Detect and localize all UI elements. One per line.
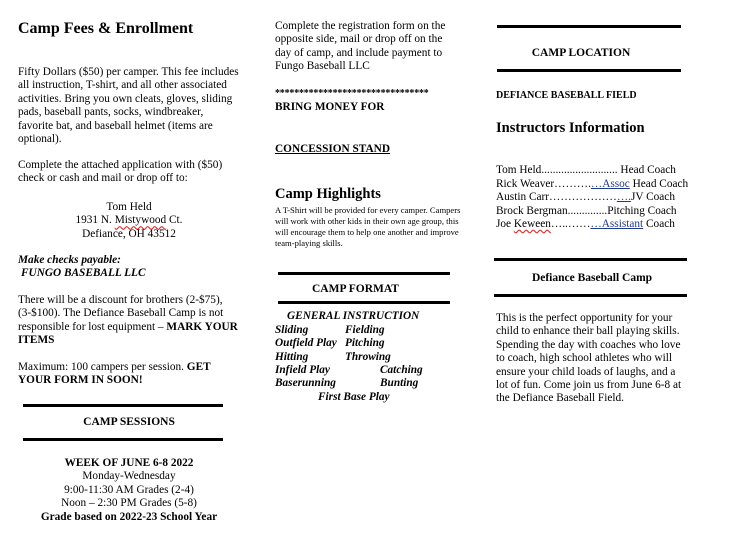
sessions-slot2: Noon – 2:30 PM Grades (5-8): [61, 497, 197, 510]
fee-paragraph: Fifty Dollars ($50) per camper. This fee includes all instruction, T-shirt, and all other associated activities. Bring you own cleats, gloves, sliding pads, baseball pants, socks, windbreaker, favorite bat, and baseball helmet (items are optional).: [18, 66, 239, 146]
field-name: DEFIANCE BASEBALL FIELD: [496, 90, 637, 101]
sessions-rule-bottom: [23, 438, 223, 441]
skill-row: Baserunning: [275, 377, 336, 389]
instructor-row: Brock Bergman..............Pitching Coach: [496, 205, 677, 217]
skill-row: Throwing: [345, 351, 391, 363]
sessions-heading: CAMP SESSIONS: [83, 416, 175, 428]
checks-label: Make checks payable:: [18, 254, 121, 266]
skill-row: Sliding: [275, 324, 309, 336]
skill-row: Fielding: [345, 324, 385, 336]
address-name: Tom Held: [106, 201, 152, 213]
fees-title: Camp Fees & Enrollment: [18, 20, 194, 37]
camp-rule-bottom: [494, 294, 687, 297]
instructor-row: Joe Keween…..………Assistant Coach: [496, 218, 675, 230]
sessions-rule-top: [23, 404, 223, 407]
skill-row: Pitching: [345, 337, 385, 349]
skill-row: Bunting: [380, 377, 419, 389]
first-base-play: First Base Play: [318, 391, 390, 403]
location-heading: CAMP LOCATION: [531, 47, 631, 59]
general-instruction: GENERAL INSTRUCTION: [287, 310, 420, 322]
skill-row: Outfield Play: [275, 337, 337, 349]
application-paragraph: Complete the attached application with ($50) check or cash and mail or drop off to:: [18, 159, 223, 185]
location-rule-top: [497, 25, 681, 28]
stars-divider: ********************************: [275, 88, 429, 99]
sessions-details: [18, 457, 240, 524]
checks-payee: FUNGO BASEBALL LLC: [21, 267, 146, 279]
camp-heading: Defiance Baseball Camp: [531, 272, 653, 284]
format-rule-top: [278, 272, 450, 275]
address-street: 1931 N. Mistywood Ct.: [75, 214, 183, 227]
skill-row: Catching: [380, 364, 423, 376]
instructors-title: Instructors Information: [496, 120, 645, 136]
maximum-paragraph: Maximum: 100 campers per session. GET YOUR FORM IN SOON!: [18, 361, 211, 387]
bring-money: BRING MONEY FOR: [275, 101, 385, 113]
instructor-row: Tom Held........................... Head Coach: [496, 164, 676, 176]
highlights-title: Camp Highlights: [275, 186, 381, 202]
registration-text: Complete the registration form on the opposite side, mail or drop off on the day of camp, and include payment to Fungo Baseball LLC: [275, 20, 446, 73]
skill-row: Infield Play: [275, 364, 330, 376]
sessions-slot1: 9:00-11:30 AM Grades (2-4): [64, 483, 194, 496]
location-rule-bottom: [497, 69, 681, 72]
mailing-address: [18, 201, 240, 241]
sessions-note: Grade based on 2022-23 School Year: [40, 510, 218, 523]
format-heading: CAMP FORMAT: [312, 283, 399, 295]
camp-description: This is the perfect opportunity for your child to enhance their ball playing skills. Spending the day with coaches who love to coach, high school athletes who will ensure your child loads of laughs, and a lot of fun. Come join us from June 6-8 at the Defiance Baseball Field.: [496, 312, 682, 405]
sessions-days: Monday-Wednesday: [82, 470, 176, 483]
discount-paragraph: There will be a discount for brothers (2-$75), (3-$100). The Defiance Baseball Camp is not responsible for lost equipment – MARK YOUR ITEMS: [18, 294, 238, 347]
instructor-row: Austin Carr………………….JV Coach: [496, 191, 675, 203]
instructor-row: Rick Weaver……….…Assoc Head Coach: [496, 178, 689, 190]
skill-row: Hitting: [275, 351, 309, 363]
format-rule-bottom: [278, 301, 450, 304]
highlights-text: A T-Shirt will be provided for every camper. Campers will work with other kids in their own age group, this will encourage them to help one another and improve team-playing skills.: [275, 205, 461, 248]
address-city: Defiance, OH 43512: [82, 227, 176, 240]
sessions-week: WEEK OF JUNE 6-8 2022: [64, 457, 194, 469]
camp-rule-top: [494, 258, 687, 261]
concession-stand: CONCESSION STAND: [275, 143, 390, 155]
